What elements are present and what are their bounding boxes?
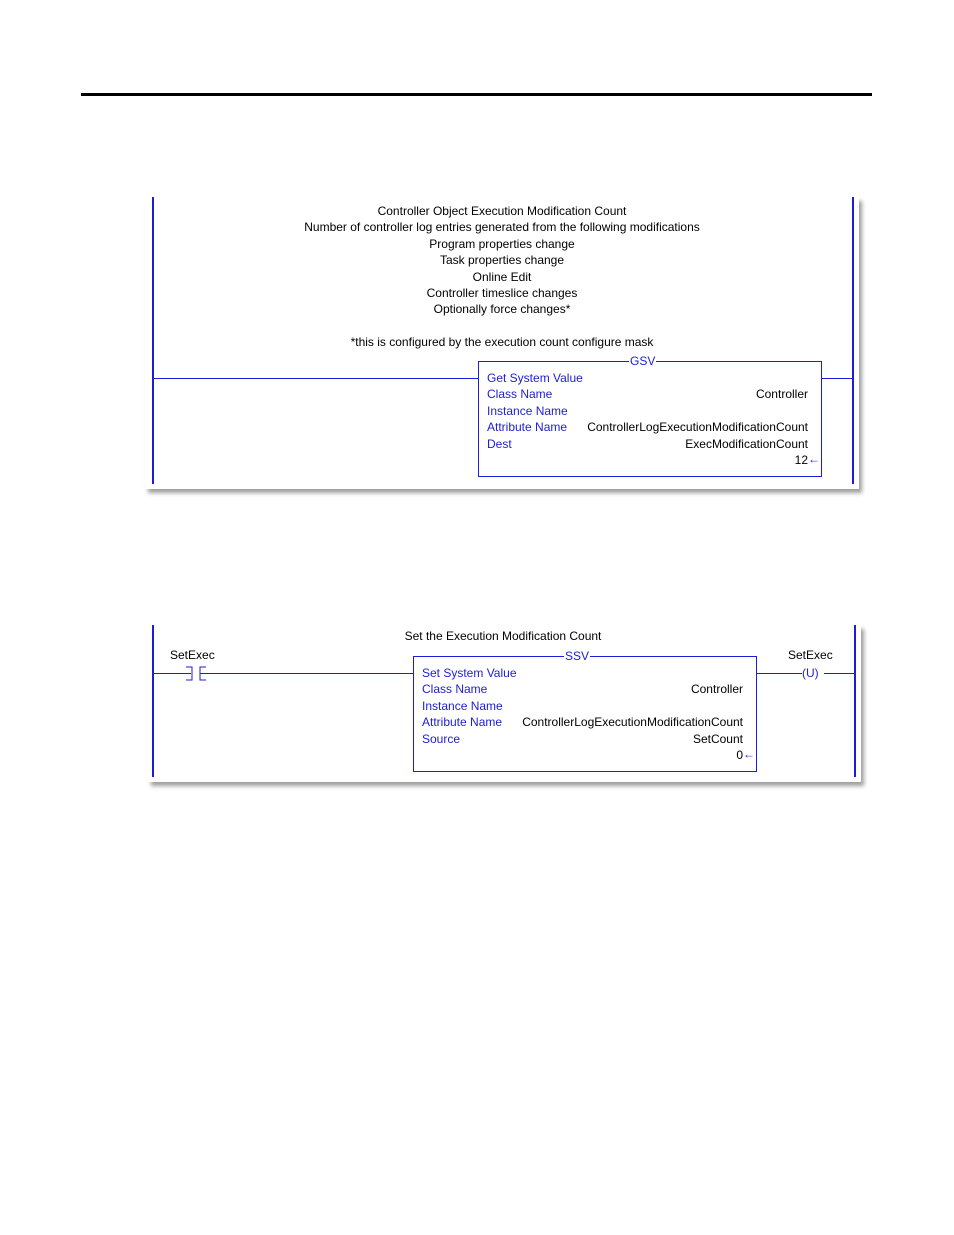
rung-1-wire-left	[154, 378, 478, 379]
class-name-label: Class Name	[422, 682, 488, 696]
rung-1-comment[interactable]	[145, 203, 859, 351]
ssv-instruction[interactable]	[413, 649, 757, 772]
dest-live-value: 12	[794, 453, 808, 467]
attribute-name-value[interactable]: ControllerLogExecutionModificationCount	[587, 420, 808, 434]
left-power-rail	[152, 625, 154, 777]
comment-line: Controller Object Execution Modification Count	[377, 204, 627, 218]
source-label: Source	[422, 732, 461, 746]
contact-tag-label[interactable]: SetExec	[170, 648, 215, 662]
comment-line: Number of controller log entries generated from the following modifications	[304, 220, 700, 235]
left-arrow-icon: ←	[808, 452, 820, 466]
dest-tag-value[interactable]: ExecModificationCount	[685, 437, 808, 451]
source-tag-value[interactable]: SetCount	[692, 732, 743, 746]
xic-contact-icon[interactable]	[154, 663, 414, 685]
rung-2-comment[interactable]: Set the Execution Modification Count	[404, 629, 602, 643]
rung-1-wire-right	[822, 378, 852, 379]
coil-tag-label[interactable]: SetExec	[788, 648, 833, 662]
ssv-heading: Set System Value	[422, 666, 517, 680]
class-name-value[interactable]: Controller	[690, 682, 743, 696]
attribute-name-label: Attribute Name	[487, 420, 568, 434]
dest-label: Dest	[487, 437, 512, 451]
right-power-rail	[854, 625, 856, 777]
gsv-instruction[interactable]	[478, 354, 822, 477]
instance-name-label: Instance Name	[487, 404, 568, 418]
rung-2-panel	[148, 625, 861, 782]
comment-line	[145, 318, 859, 334]
source-live-value: 0	[736, 748, 743, 762]
ssv-mnemonic: SSV	[565, 649, 590, 663]
comment-line: Task properties change	[439, 253, 565, 268]
page-header-rule	[81, 93, 872, 96]
comment-line: Controller timeslice changes	[426, 285, 578, 300]
rung-2-wire-to-coil	[757, 673, 802, 674]
comment-line: Online Edit	[472, 269, 532, 284]
comment-line: Optionally force changes*	[433, 302, 571, 317]
comment-line: *this is configured by the execution count configure mask	[350, 335, 654, 350]
instance-name-label: Instance Name	[422, 699, 503, 713]
comment-line: Program properties change	[429, 236, 575, 251]
left-arrow-icon: ←	[743, 747, 755, 761]
gsv-heading: Get System Value	[487, 371, 583, 385]
rung-1-panel	[145, 197, 859, 489]
otu-coil-icon[interactable]: (U)	[802, 666, 819, 680]
attribute-name-label: Attribute Name	[422, 715, 503, 729]
class-name-label: Class Name	[487, 387, 553, 401]
gsv-mnemonic: GSV	[630, 354, 656, 368]
rung-2-wire-to-rail	[824, 673, 854, 674]
attribute-name-value[interactable]: ControllerLogExecutionModificationCount	[522, 715, 743, 729]
class-name-value[interactable]: Controller	[755, 387, 808, 401]
